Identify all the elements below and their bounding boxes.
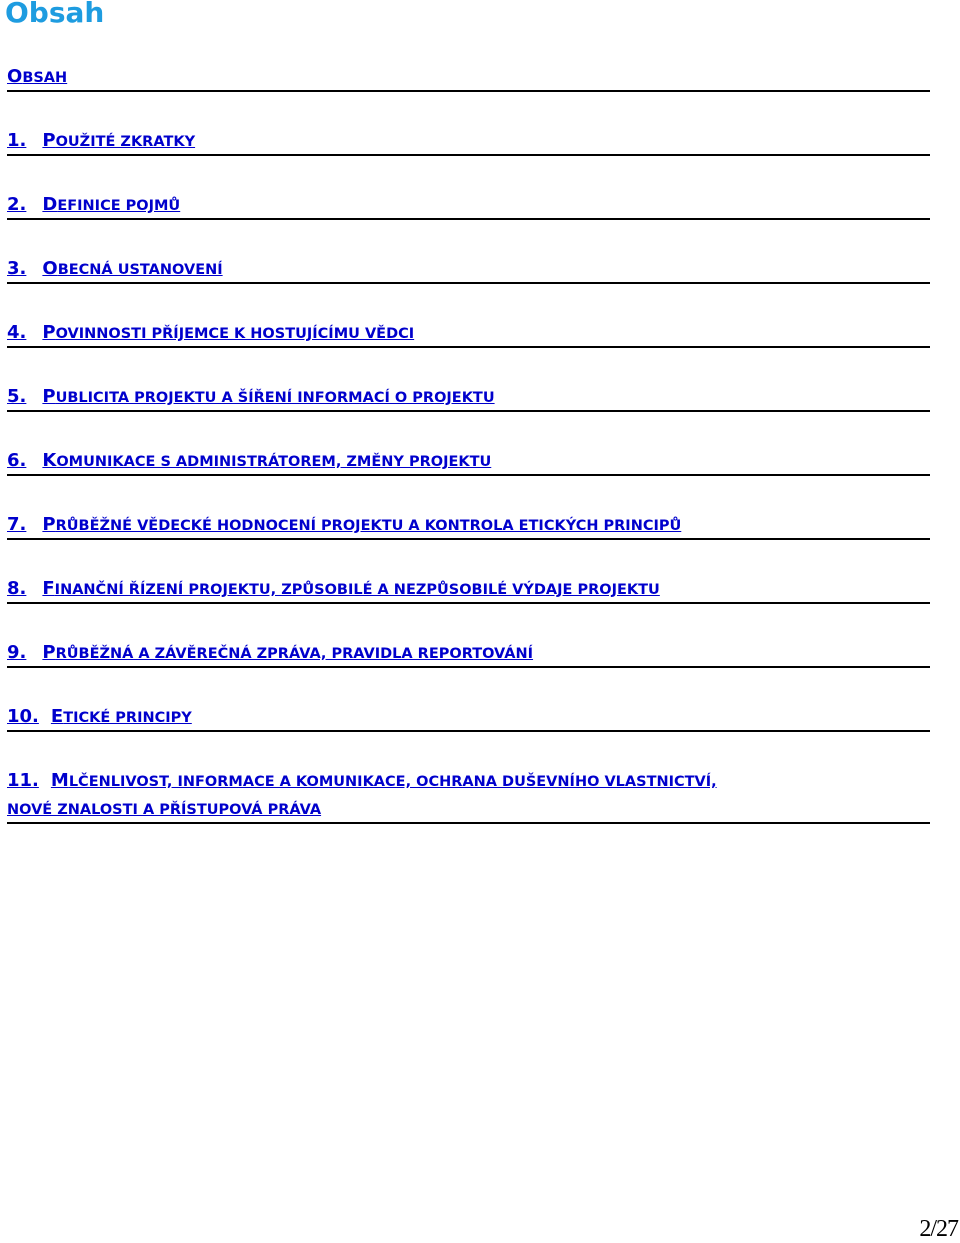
toc-number: 9. [7,642,27,663]
toc-link-11[interactable] [7,768,930,824]
toc-title-continuation: NOVÉ ZNALOSTI A PŘÍSTUPOVÁ PRÁVA [7,802,322,818]
toc-link-9[interactable] [7,640,930,668]
toc-link-4[interactable] [7,320,930,348]
toc-number: 2. [7,194,27,215]
toc-title: OBECNÁ USTANOVENÍ [42,258,223,279]
page-number: 2/27 [919,1216,958,1242]
toc-title: POVINNOSTI PŘÍJEMCE K HOSTUJÍCÍMU VĚDCI [42,322,415,343]
toc-title: DEFINICE POJMŮ [42,194,181,215]
toc-link-2[interactable] [7,192,930,220]
toc-number: 10. [7,706,39,727]
toc-link-7[interactable] [7,512,930,540]
toc-title: KOMUNIKACE S ADMINISTRÁTOREM, ZMĚNY PROJEKTU [42,450,492,471]
toc-title: FINANČNÍ ŘÍZENÍ PROJEKTU, ZPŮSOBILÉ A NEZPŮSOBILÉ VÝDAJE PROJEKTU [42,578,660,599]
toc-link-3[interactable] [7,256,930,284]
toc-title: PRŮBĚŽNÉ VĚDECKÉ HODNOCENÍ PROJEKTU A KONTROLA ETICKÝCH PRINCIPŮ [42,514,682,535]
toc-number: 5. [7,386,27,407]
toc-title: POUŽITÉ ZKRATKY [42,130,196,151]
toc-link-1[interactable] [7,128,930,156]
toc-number: 6. [7,450,27,471]
toc-number: 8. [7,578,27,599]
toc-number: 1. [7,130,27,151]
toc-link-6[interactable] [7,448,930,476]
table-of-contents [7,0,930,1242]
toc-number: 7. [7,514,27,535]
toc-title: PRŮBĚŽNÁ A ZÁVĚREČNÁ ZPRÁVA, PRAVIDLA REPORTOVÁNÍ [42,642,534,663]
toc-number: 4. [7,322,27,343]
toc-title: PUBLICITA PROJEKTU A ŠÍŘENÍ INFORMACÍ O PROJEKTU [42,386,495,407]
toc-link-5[interactable] [7,384,930,412]
toc-title: MLČENLIVOST, INFORMACE A KOMUNIKACE, OCHRANA DUŠEVNÍHO VLASTNICTVÍ, [50,770,717,791]
toc-title: OBSAH [7,66,68,87]
toc-link-10[interactable] [7,704,930,732]
toc-title: ETICKÉ PRINCIPY [50,706,192,727]
toc-number: 11. [7,770,39,791]
toc-link-contents[interactable] [7,64,930,92]
toc-link-8[interactable] [7,576,930,604]
page-title: Obsah [5,0,105,29]
toc-number: 3. [7,258,27,279]
